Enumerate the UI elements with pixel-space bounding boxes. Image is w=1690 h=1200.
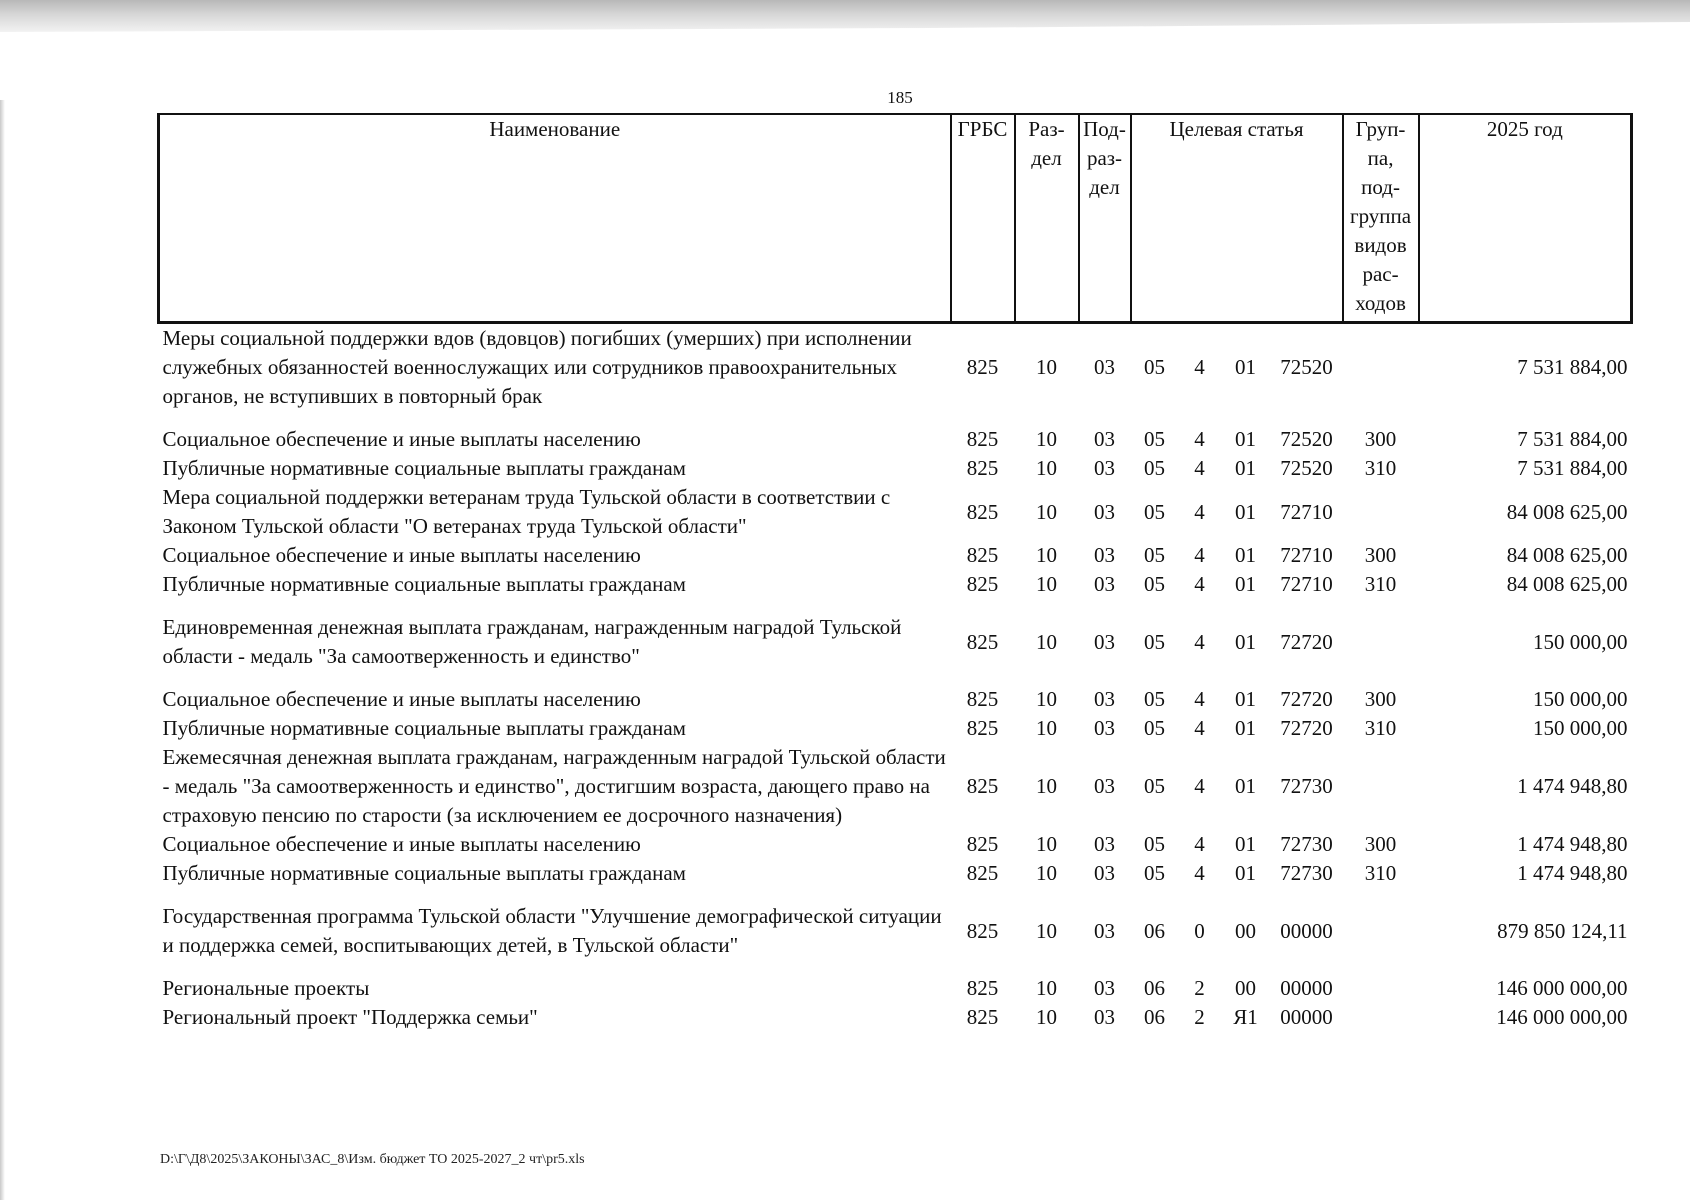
row-celevaya-type: 4 bbox=[1194, 716, 1205, 740]
row-celevaya-direction: 72720 bbox=[1280, 687, 1333, 711]
row-celevaya-direction: 00000 bbox=[1280, 918, 1333, 943]
row-podrazdel: 03 bbox=[1094, 572, 1115, 596]
row-vid-rashodov: 300 bbox=[1364, 687, 1397, 711]
row-podrazdel: 03 bbox=[1094, 427, 1115, 451]
row-razdel: 10 bbox=[1036, 918, 1057, 943]
row-celevaya-subprogram: 01 bbox=[1235, 355, 1256, 379]
row-podrazdel: 03 bbox=[1094, 861, 1115, 885]
row-celevaya-subprogram: 01 bbox=[1235, 572, 1256, 596]
row-celevaya-subprogram: 01 bbox=[1235, 832, 1256, 856]
row-razdel: 10 bbox=[1036, 687, 1057, 711]
row-grbs: 825 bbox=[966, 861, 999, 885]
row-celevaya-direction: 72710 bbox=[1280, 572, 1333, 596]
row-celevaya-subprogram: 01 bbox=[1235, 629, 1256, 654]
row-razdel: 10 bbox=[1036, 861, 1057, 885]
row-celevaya-subprogram: 01 bbox=[1235, 543, 1256, 567]
row-celevaya-type: 4 bbox=[1194, 572, 1205, 596]
row-podrazdel: 03 bbox=[1094, 499, 1115, 524]
row-name: Публичные нормативные социальные выплаты гражданам bbox=[162, 572, 686, 596]
row-celevaya-type: 4 bbox=[1194, 355, 1205, 379]
scan-edge bbox=[0, 100, 5, 1200]
header-razdel: Раз- дел bbox=[1015, 114, 1079, 323]
row-name: Ежемесячная денежная выплата гражданам, награжденным наградой Тульской области - медаль "За самоотверженность и единство", достигшим возраста, дающего право на страховую пенсию по старости (за исключением ее досрочного назначения) bbox=[162, 745, 946, 827]
row-podrazdel: 03 bbox=[1094, 832, 1115, 856]
row-name: Публичные нормативные социальные выплаты гражданам bbox=[162, 716, 686, 740]
row-celevaya-program: 05 bbox=[1144, 629, 1165, 654]
row-grbs: 825 bbox=[966, 355, 999, 379]
page-number: 185 bbox=[887, 88, 913, 107]
footer-file-path: D:\Г\Д8\2025\ЗАКОНЫ\ЗАС_8\Изм. бюджет ТО 2025-2027_2 чт\pr5.xls bbox=[160, 1152, 585, 1167]
row-name: Мера социальной поддержки ветеранам труда Тульской области в соответствии с Законом Тульской области "О ветеранах труда Тульской области" bbox=[162, 485, 891, 538]
table-row bbox=[159, 743, 1632, 830]
row-razdel: 10 bbox=[1036, 1005, 1057, 1029]
row-grbs: 825 bbox=[966, 976, 999, 1000]
row-celevaya-type: 4 bbox=[1194, 774, 1205, 798]
row-celevaya-type: 4 bbox=[1194, 687, 1205, 711]
budget-table bbox=[157, 113, 1633, 1032]
row-vid-rashodov bbox=[1343, 743, 1419, 830]
row-grbs: 825 bbox=[966, 629, 999, 654]
row-podrazdel: 03 bbox=[1094, 774, 1115, 798]
row-celevaya-type: 0 bbox=[1194, 918, 1205, 943]
row-name: Социальное обеспечение и иные выплаты населению bbox=[162, 427, 641, 451]
row-celevaya-direction: 72520 bbox=[1280, 427, 1333, 451]
header-grbs: ГРБС bbox=[951, 114, 1015, 323]
row-celevaya-direction: 72710 bbox=[1280, 543, 1333, 567]
row-name: Социальное обеспечение и иные выплаты населению bbox=[162, 543, 641, 567]
row-amount-2025: 150 000,00 bbox=[1533, 716, 1628, 740]
row-celevaya-type: 4 bbox=[1194, 456, 1205, 480]
row-podrazdel: 03 bbox=[1094, 976, 1115, 1000]
row-grbs: 825 bbox=[966, 572, 999, 596]
row-grbs: 825 bbox=[966, 918, 999, 943]
row-celevaya-subprogram: Я1 bbox=[1233, 1005, 1258, 1029]
row-celevaya-subprogram: 01 bbox=[1235, 499, 1256, 524]
row-grbs: 825 bbox=[966, 832, 999, 856]
row-vid-rashodov: 310 bbox=[1364, 572, 1397, 596]
row-name: Единовременная денежная выплата гражданам, награжденным наградой Тульской области - медаль "За самоотверженность и единство" bbox=[162, 615, 902, 668]
row-celevaya-program: 05 bbox=[1144, 687, 1165, 711]
row-razdel: 10 bbox=[1036, 427, 1057, 451]
row-razdel: 10 bbox=[1036, 629, 1057, 654]
row-name: Социальное обеспечение и иные выплаты населению bbox=[162, 832, 641, 856]
row-celevaya-type: 4 bbox=[1194, 427, 1205, 451]
row-amount-2025: 146 000 000,00 bbox=[1496, 976, 1628, 1000]
header-year: 2025 год bbox=[1419, 114, 1632, 323]
row-name: Публичные нормативные социальные выплаты гражданам bbox=[162, 456, 686, 480]
row-name: Публичные нормативные социальные выплаты гражданам bbox=[162, 861, 686, 885]
row-vid-rashodov bbox=[1343, 483, 1419, 541]
row-vid-rashodov: 310 bbox=[1364, 716, 1397, 740]
row-amount-2025: 1 474 948,80 bbox=[1517, 774, 1628, 798]
row-celevaya-direction: 72730 bbox=[1280, 774, 1333, 798]
row-celevaya-program: 05 bbox=[1144, 774, 1165, 798]
row-grbs: 825 bbox=[966, 427, 999, 451]
row-name: Государственная программа Тульской области "Улучшение демографической ситуации и поддержка семей, воспитывающих детей, в Тульской области" bbox=[162, 904, 942, 957]
row-razdel: 10 bbox=[1036, 355, 1057, 379]
header-celevaya-statya: Целевая статья bbox=[1131, 114, 1343, 323]
row-grbs: 825 bbox=[966, 499, 999, 524]
row-grbs: 825 bbox=[966, 543, 999, 567]
row-podrazdel: 03 bbox=[1094, 355, 1115, 379]
table-row bbox=[159, 1003, 1632, 1032]
row-podrazdel: 03 bbox=[1094, 716, 1115, 740]
row-vid-rashodov bbox=[1343, 1003, 1419, 1032]
table-row bbox=[159, 454, 1632, 483]
row-celevaya-type: 2 bbox=[1194, 976, 1205, 1000]
row-razdel: 10 bbox=[1036, 499, 1057, 524]
row-razdel: 10 bbox=[1036, 572, 1057, 596]
row-celevaya-direction: 72730 bbox=[1280, 832, 1333, 856]
row-celevaya-program: 06 bbox=[1144, 918, 1165, 943]
row-celevaya-program: 05 bbox=[1144, 543, 1165, 567]
row-celevaya-program: 05 bbox=[1144, 832, 1165, 856]
row-razdel: 10 bbox=[1036, 774, 1057, 798]
row-celevaya-program: 05 bbox=[1144, 456, 1165, 480]
row-vid-rashodov bbox=[1343, 613, 1419, 685]
table-row bbox=[159, 859, 1632, 902]
table-row bbox=[159, 714, 1632, 743]
table-row bbox=[159, 685, 1632, 714]
row-amount-2025: 84 008 625,00 bbox=[1506, 499, 1628, 524]
row-grbs: 825 bbox=[966, 687, 999, 711]
row-podrazdel: 03 bbox=[1094, 1005, 1115, 1029]
table-row bbox=[159, 613, 1632, 685]
row-celevaya-program: 05 bbox=[1144, 355, 1165, 379]
row-amount-2025: 150 000,00 bbox=[1533, 629, 1628, 654]
row-amount-2025: 1 474 948,80 bbox=[1517, 861, 1628, 885]
row-celevaya-direction: 72520 bbox=[1280, 456, 1333, 480]
row-vid-rashodov bbox=[1343, 902, 1419, 974]
row-razdel: 10 bbox=[1036, 543, 1057, 567]
row-name: Социальное обеспечение и иные выплаты населению bbox=[162, 687, 641, 711]
row-celevaya-type: 4 bbox=[1194, 499, 1205, 524]
row-celevaya-type: 4 bbox=[1194, 629, 1205, 654]
row-razdel: 10 bbox=[1036, 832, 1057, 856]
row-razdel: 10 bbox=[1036, 456, 1057, 480]
row-podrazdel: 03 bbox=[1094, 543, 1115, 567]
row-celevaya-direction: 00000 bbox=[1280, 976, 1333, 1000]
row-amount-2025: 84 008 625,00 bbox=[1506, 572, 1628, 596]
row-vid-rashodov: 310 bbox=[1364, 456, 1397, 480]
row-amount-2025: 7 531 884,00 bbox=[1517, 355, 1628, 379]
row-celevaya-direction: 72720 bbox=[1280, 629, 1333, 654]
row-celevaya-subprogram: 01 bbox=[1235, 687, 1256, 711]
row-celevaya-direction: 00000 bbox=[1280, 1005, 1333, 1029]
row-podrazdel: 03 bbox=[1094, 918, 1115, 943]
table-row bbox=[159, 974, 1632, 1003]
table-body bbox=[159, 323, 1632, 1033]
table-row bbox=[159, 483, 1632, 541]
table-row bbox=[159, 570, 1632, 613]
row-celevaya-program: 05 bbox=[1144, 716, 1165, 740]
row-name: Региональный проект "Поддержка семьи" bbox=[162, 1005, 538, 1029]
row-vid-rashodov: 300 bbox=[1364, 543, 1397, 567]
row-amount-2025: 84 008 625,00 bbox=[1506, 543, 1628, 567]
row-vid-rashodov bbox=[1343, 323, 1419, 426]
row-celevaya-subprogram: 01 bbox=[1235, 427, 1256, 451]
row-celevaya-direction: 72730 bbox=[1280, 861, 1333, 885]
header-podrazdel: Под- раз- дел bbox=[1079, 114, 1131, 323]
row-celevaya-type: 4 bbox=[1194, 861, 1205, 885]
table-row bbox=[159, 902, 1632, 974]
row-razdel: 10 bbox=[1036, 716, 1057, 740]
row-amount-2025: 146 000 000,00 bbox=[1496, 1005, 1628, 1029]
row-name: Региональные проекты bbox=[162, 976, 370, 1000]
row-celevaya-subprogram: 00 bbox=[1235, 976, 1256, 1000]
row-celevaya-type: 4 bbox=[1194, 543, 1205, 567]
row-podrazdel: 03 bbox=[1094, 629, 1115, 654]
row-celevaya-subprogram: 01 bbox=[1235, 456, 1256, 480]
row-celevaya-subprogram: 01 bbox=[1235, 716, 1256, 740]
row-grbs: 825 bbox=[966, 1005, 999, 1029]
row-celevaya-program: 05 bbox=[1144, 572, 1165, 596]
row-celevaya-program: 05 bbox=[1144, 861, 1165, 885]
row-celevaya-subprogram: 00 bbox=[1235, 918, 1256, 943]
row-celevaya-direction: 72520 bbox=[1280, 355, 1333, 379]
row-vid-rashodov: 310 bbox=[1364, 861, 1397, 885]
row-celevaya-type: 4 bbox=[1194, 832, 1205, 856]
row-vid-rashodov bbox=[1343, 974, 1419, 1003]
row-grbs: 825 bbox=[966, 774, 999, 798]
row-amount-2025: 7 531 884,00 bbox=[1517, 427, 1628, 451]
row-amount-2025: 7 531 884,00 bbox=[1517, 456, 1628, 480]
row-vid-rashodov: 300 bbox=[1364, 832, 1397, 856]
row-celevaya-program: 06 bbox=[1144, 1005, 1165, 1029]
row-vid-rashodov: 300 bbox=[1364, 427, 1397, 451]
table-row bbox=[159, 425, 1632, 454]
table-header bbox=[159, 114, 1632, 323]
row-amount-2025: 150 000,00 bbox=[1533, 687, 1628, 711]
table-row bbox=[159, 323, 1632, 426]
scan-shadow bbox=[0, 0, 1690, 40]
header-gruppa: Груп- па, под- группа видов рас- ходов bbox=[1343, 114, 1419, 323]
row-celevaya-direction: 72720 bbox=[1280, 716, 1333, 740]
row-celevaya-program: 06 bbox=[1144, 976, 1165, 1000]
row-podrazdel: 03 bbox=[1094, 687, 1115, 711]
row-amount-2025: 1 474 948,80 bbox=[1517, 832, 1628, 856]
table-row bbox=[159, 541, 1632, 570]
row-celevaya-subprogram: 01 bbox=[1235, 774, 1256, 798]
row-grbs: 825 bbox=[966, 456, 999, 480]
row-celevaya-program: 05 bbox=[1144, 427, 1165, 451]
table-row bbox=[159, 830, 1632, 859]
row-celevaya-subprogram: 01 bbox=[1235, 861, 1256, 885]
row-razdel: 10 bbox=[1036, 976, 1057, 1000]
row-celevaya-direction: 72710 bbox=[1280, 499, 1333, 524]
row-amount-2025: 879 850 124,11 bbox=[1497, 918, 1628, 943]
row-podrazdel: 03 bbox=[1094, 456, 1115, 480]
row-grbs: 825 bbox=[966, 716, 999, 740]
header-name: Наименование bbox=[159, 114, 951, 323]
row-name: Меры социальной поддержки вдов (вдовцов) погибших (умерших) при исполнении служебных обязанностей военнослужащих или сотрудников правоохранительных органов, не вступивших в повторный брак bbox=[162, 326, 912, 408]
row-celevaya-type: 2 bbox=[1194, 1005, 1205, 1029]
row-celevaya-program: 05 bbox=[1144, 499, 1165, 524]
